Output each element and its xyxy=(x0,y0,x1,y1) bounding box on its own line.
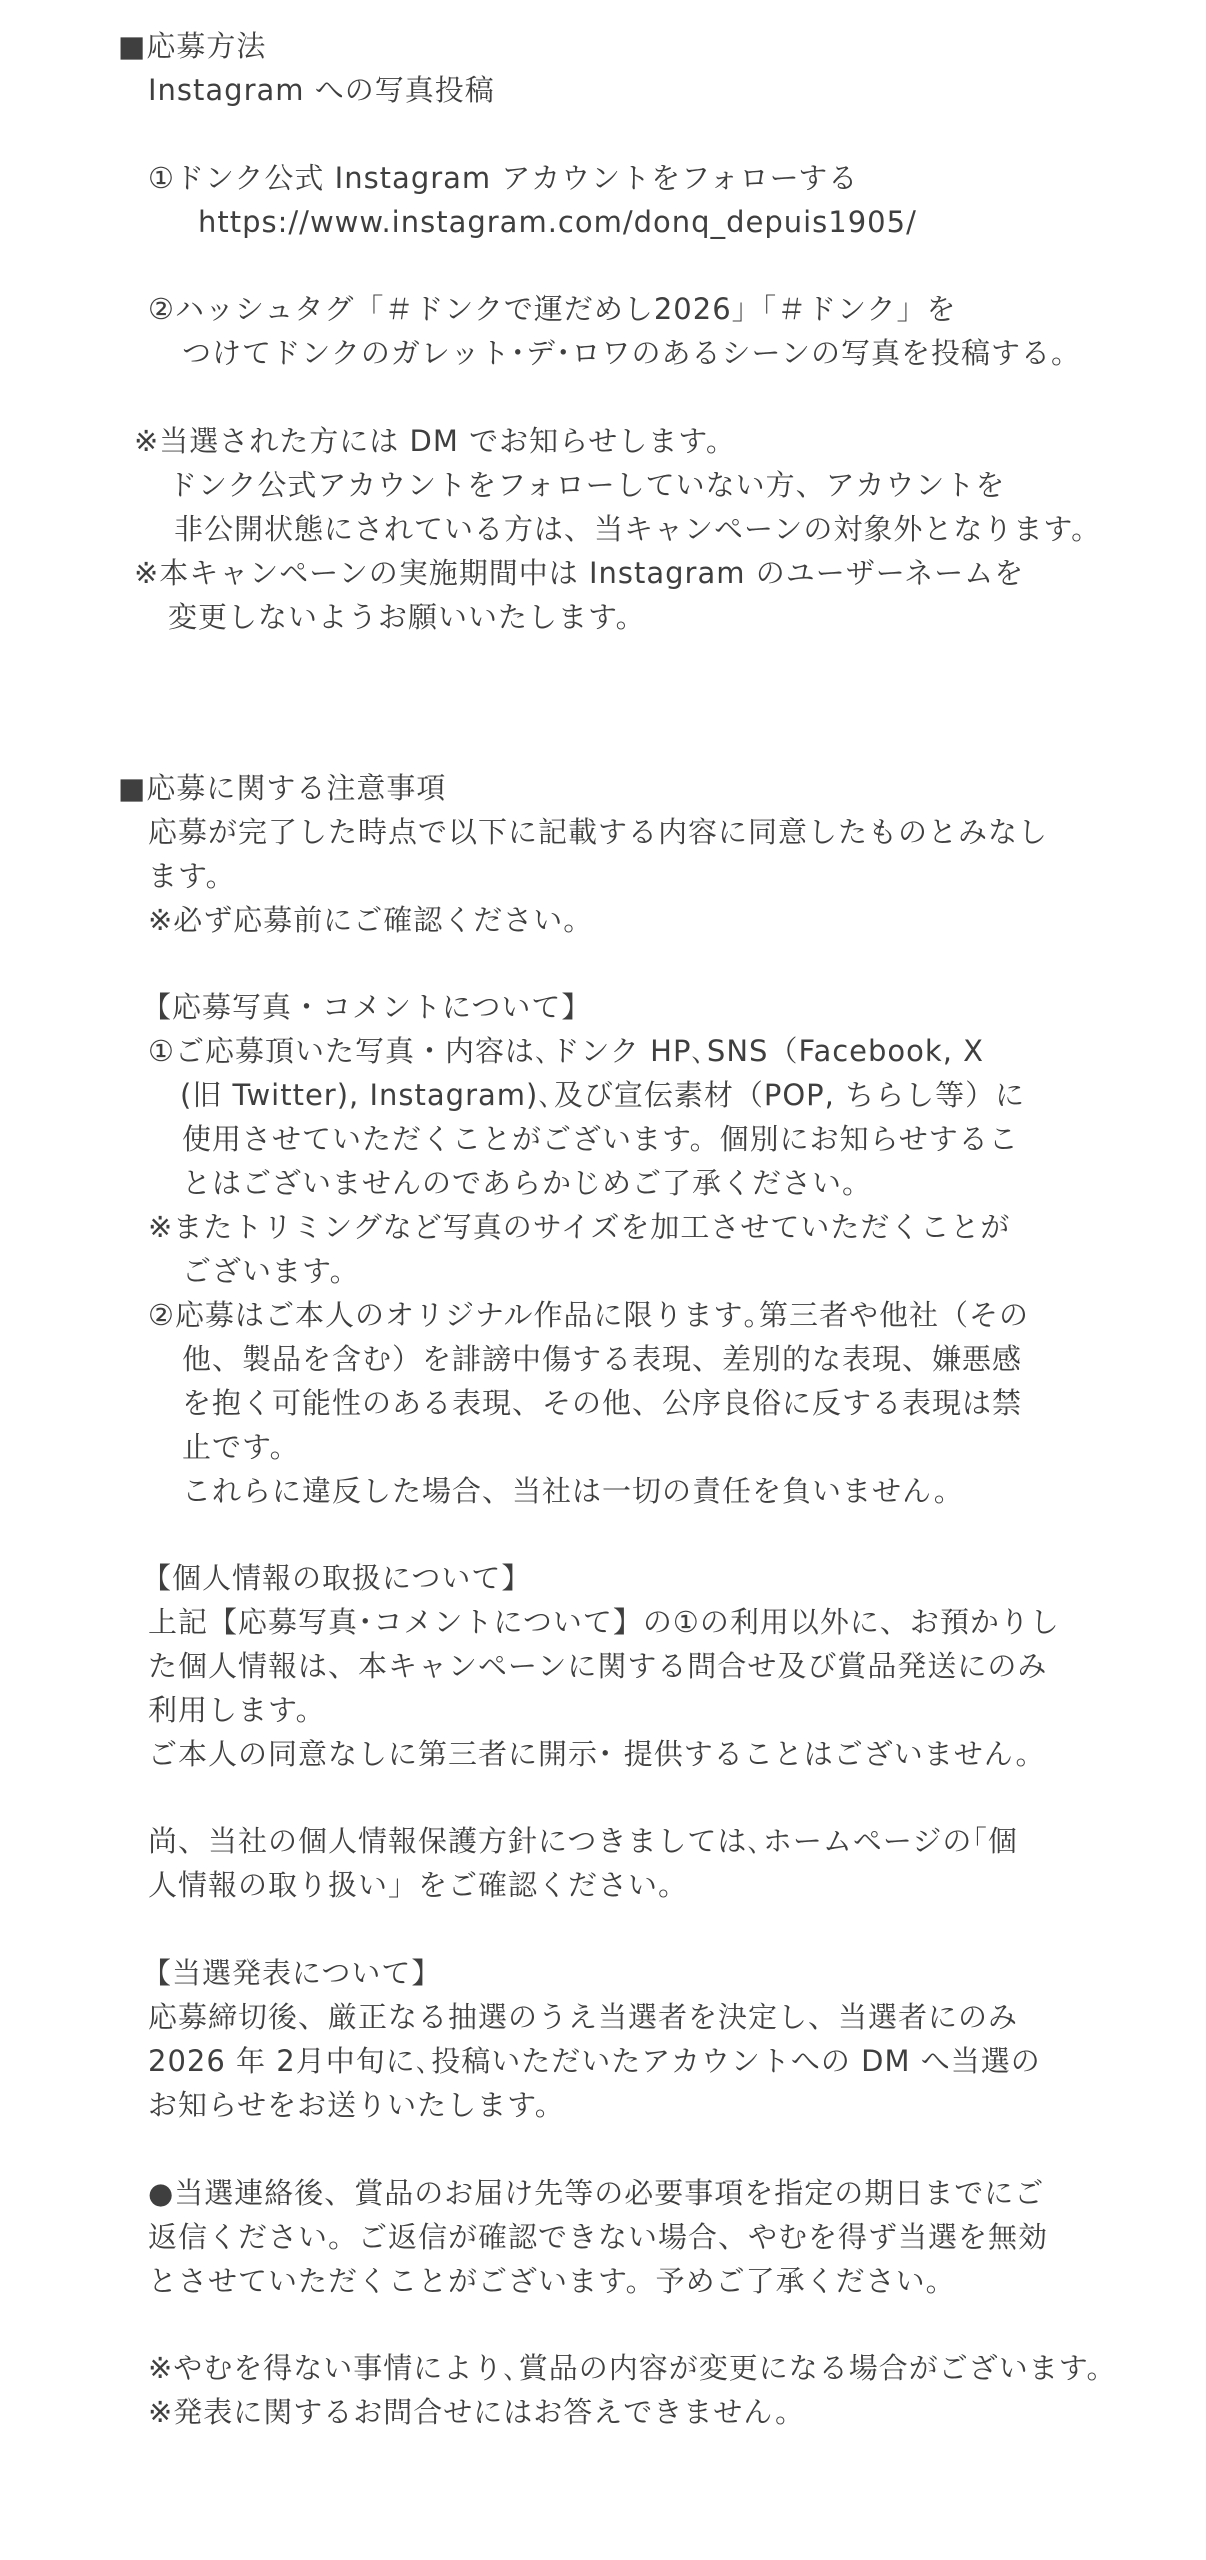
section-heading-entry-method: ■応募方法 xyxy=(118,29,267,63)
original-work-line3: を抱く可能性のある表現、その他、公序良俗に反する表現は禁 xyxy=(182,1386,1023,1420)
winner-dm-note-line1: ※当選された方には DM でお知らせします。 xyxy=(134,424,736,458)
section-heading-notes: ■応募に関する注意事項 xyxy=(118,771,447,805)
username-note-line2: 変更しないようお願いいたします。 xyxy=(168,600,646,634)
step1-text: ①ドンク公式 Instagram アカウントをフォローする xyxy=(148,161,859,195)
notes-intro-line3: ※必ず応募前にご確認ください。 xyxy=(148,903,594,937)
prize-change-note: ※やむを得ない事情により､賞品の内容が変更になる場合がございます。 xyxy=(148,2351,1117,2385)
liability-disclaimer: これらに違反した場合、当社は一切の責任を負いません。 xyxy=(182,1474,964,1508)
reply-deadline-line3: とさせていただくことがございます。予めご了承ください。 xyxy=(148,2264,956,2298)
reply-deadline-line2: 返信ください。ご返信が確認できない場合、やむを得ず当選を無効 xyxy=(148,2220,1049,2254)
winner-dm-note-line2: ドンク公式アカウントをフォローしていない方、アカウントを xyxy=(168,468,1006,502)
privacy-line4: ご本人の同意なしに第三者に開示･ 提供することはございません。 xyxy=(148,1737,1046,1771)
privacy-line1: 上記【応募写真･コメントについて】の①の利用以外に、お預かりし xyxy=(148,1605,1060,1639)
photo-usage-line4: とはございませんのであらかじめご了承ください。 xyxy=(182,1166,873,1200)
winner-line1: 応募締切後、厳正なる抽選のうえ当選者を決定し、当選者にのみ xyxy=(148,2000,1019,2034)
subheading-photo-comment: 【応募写真・コメントについて】 xyxy=(142,990,592,1024)
subheading-privacy: 【個人情報の取扱について】 xyxy=(142,1561,532,1595)
privacy-policy-line2: 人情報の取り扱い」をご確認ください。 xyxy=(148,1868,689,1902)
step2-text-line1: ②ハッシュタグ「＃ドンクで運だめし2026」「＃ドンク」を xyxy=(148,292,957,326)
subheading-winner-announcement: 【当選発表について】 xyxy=(142,1956,442,1990)
original-work-line1: ②応募はご本人のオリジナル作品に限ります｡第三者や他社（その xyxy=(148,1298,1030,1332)
winner-dm-note-line3: 非公開状態にされている方は、当キャンペーンの対象外となります。 xyxy=(174,512,1102,546)
privacy-policy-line1: 尚、当社の個人情報保護方針につきましては､ホームページの｢個 xyxy=(148,1824,1018,1858)
photo-usage-line3: 使用させていただくことがございます。個別にお知らせするこ xyxy=(182,1122,1019,1156)
original-work-line4: 止です。 xyxy=(182,1430,300,1464)
original-work-line2: 他、製品を含む）を誹謗中傷する表現、差別的な表現、嫌悪感 xyxy=(182,1342,1023,1376)
privacy-line2: た個人情報は、本キャンペーンに関する問合せ及び賞品発送にのみ xyxy=(148,1649,1048,1683)
winner-line2: 2026 年 2月中旬に､投稿いただいたアカウントへの DM へ当選の xyxy=(148,2044,1041,2078)
photo-usage-line2: (旧 Twitter), Instagram)､及び宣伝素材（POP, ちらし等）に xyxy=(180,1078,1026,1112)
winner-line3: お知らせをお送りいたします。 xyxy=(148,2088,565,2122)
photo-trimming-note-line2: ございます。 xyxy=(182,1254,360,1288)
no-inquiries-note: ※発表に関するお問合せにはお答えできません。 xyxy=(148,2395,806,2429)
entry-method-intro: Instagram への写真投稿 xyxy=(148,73,495,107)
instagram-url-link[interactable]: https://www.instagram.com/donq_depuis1905/ xyxy=(198,205,917,239)
notes-intro-line1: 応募が完了した時点で以下に記載する内容に同意したものとみなし xyxy=(148,815,1049,849)
step2-text-line2: つけてドンクのガレット･デ･ロワのあるシーンの写真を投稿する。 xyxy=(182,336,1081,370)
photo-usage-line1: ①ご応募頂いた写真・内容は､ドンク HP､SNS（Facebook, X xyxy=(148,1034,985,1068)
notes-intro-line2: ます。 xyxy=(148,859,236,893)
reply-deadline-line1: ●当選連絡後、賞品のお届け先等の必要事項を指定の期日までにご xyxy=(148,2176,1045,2210)
photo-trimming-note-line1: ※またトリミングなど写真のサイズを加工させていただくことが xyxy=(148,1210,1011,1244)
username-note-line1: ※本キャンペーンの実施期間中は Instagram のユーザーネームを xyxy=(134,556,1025,590)
privacy-line3: 利用します。 xyxy=(148,1693,326,1727)
